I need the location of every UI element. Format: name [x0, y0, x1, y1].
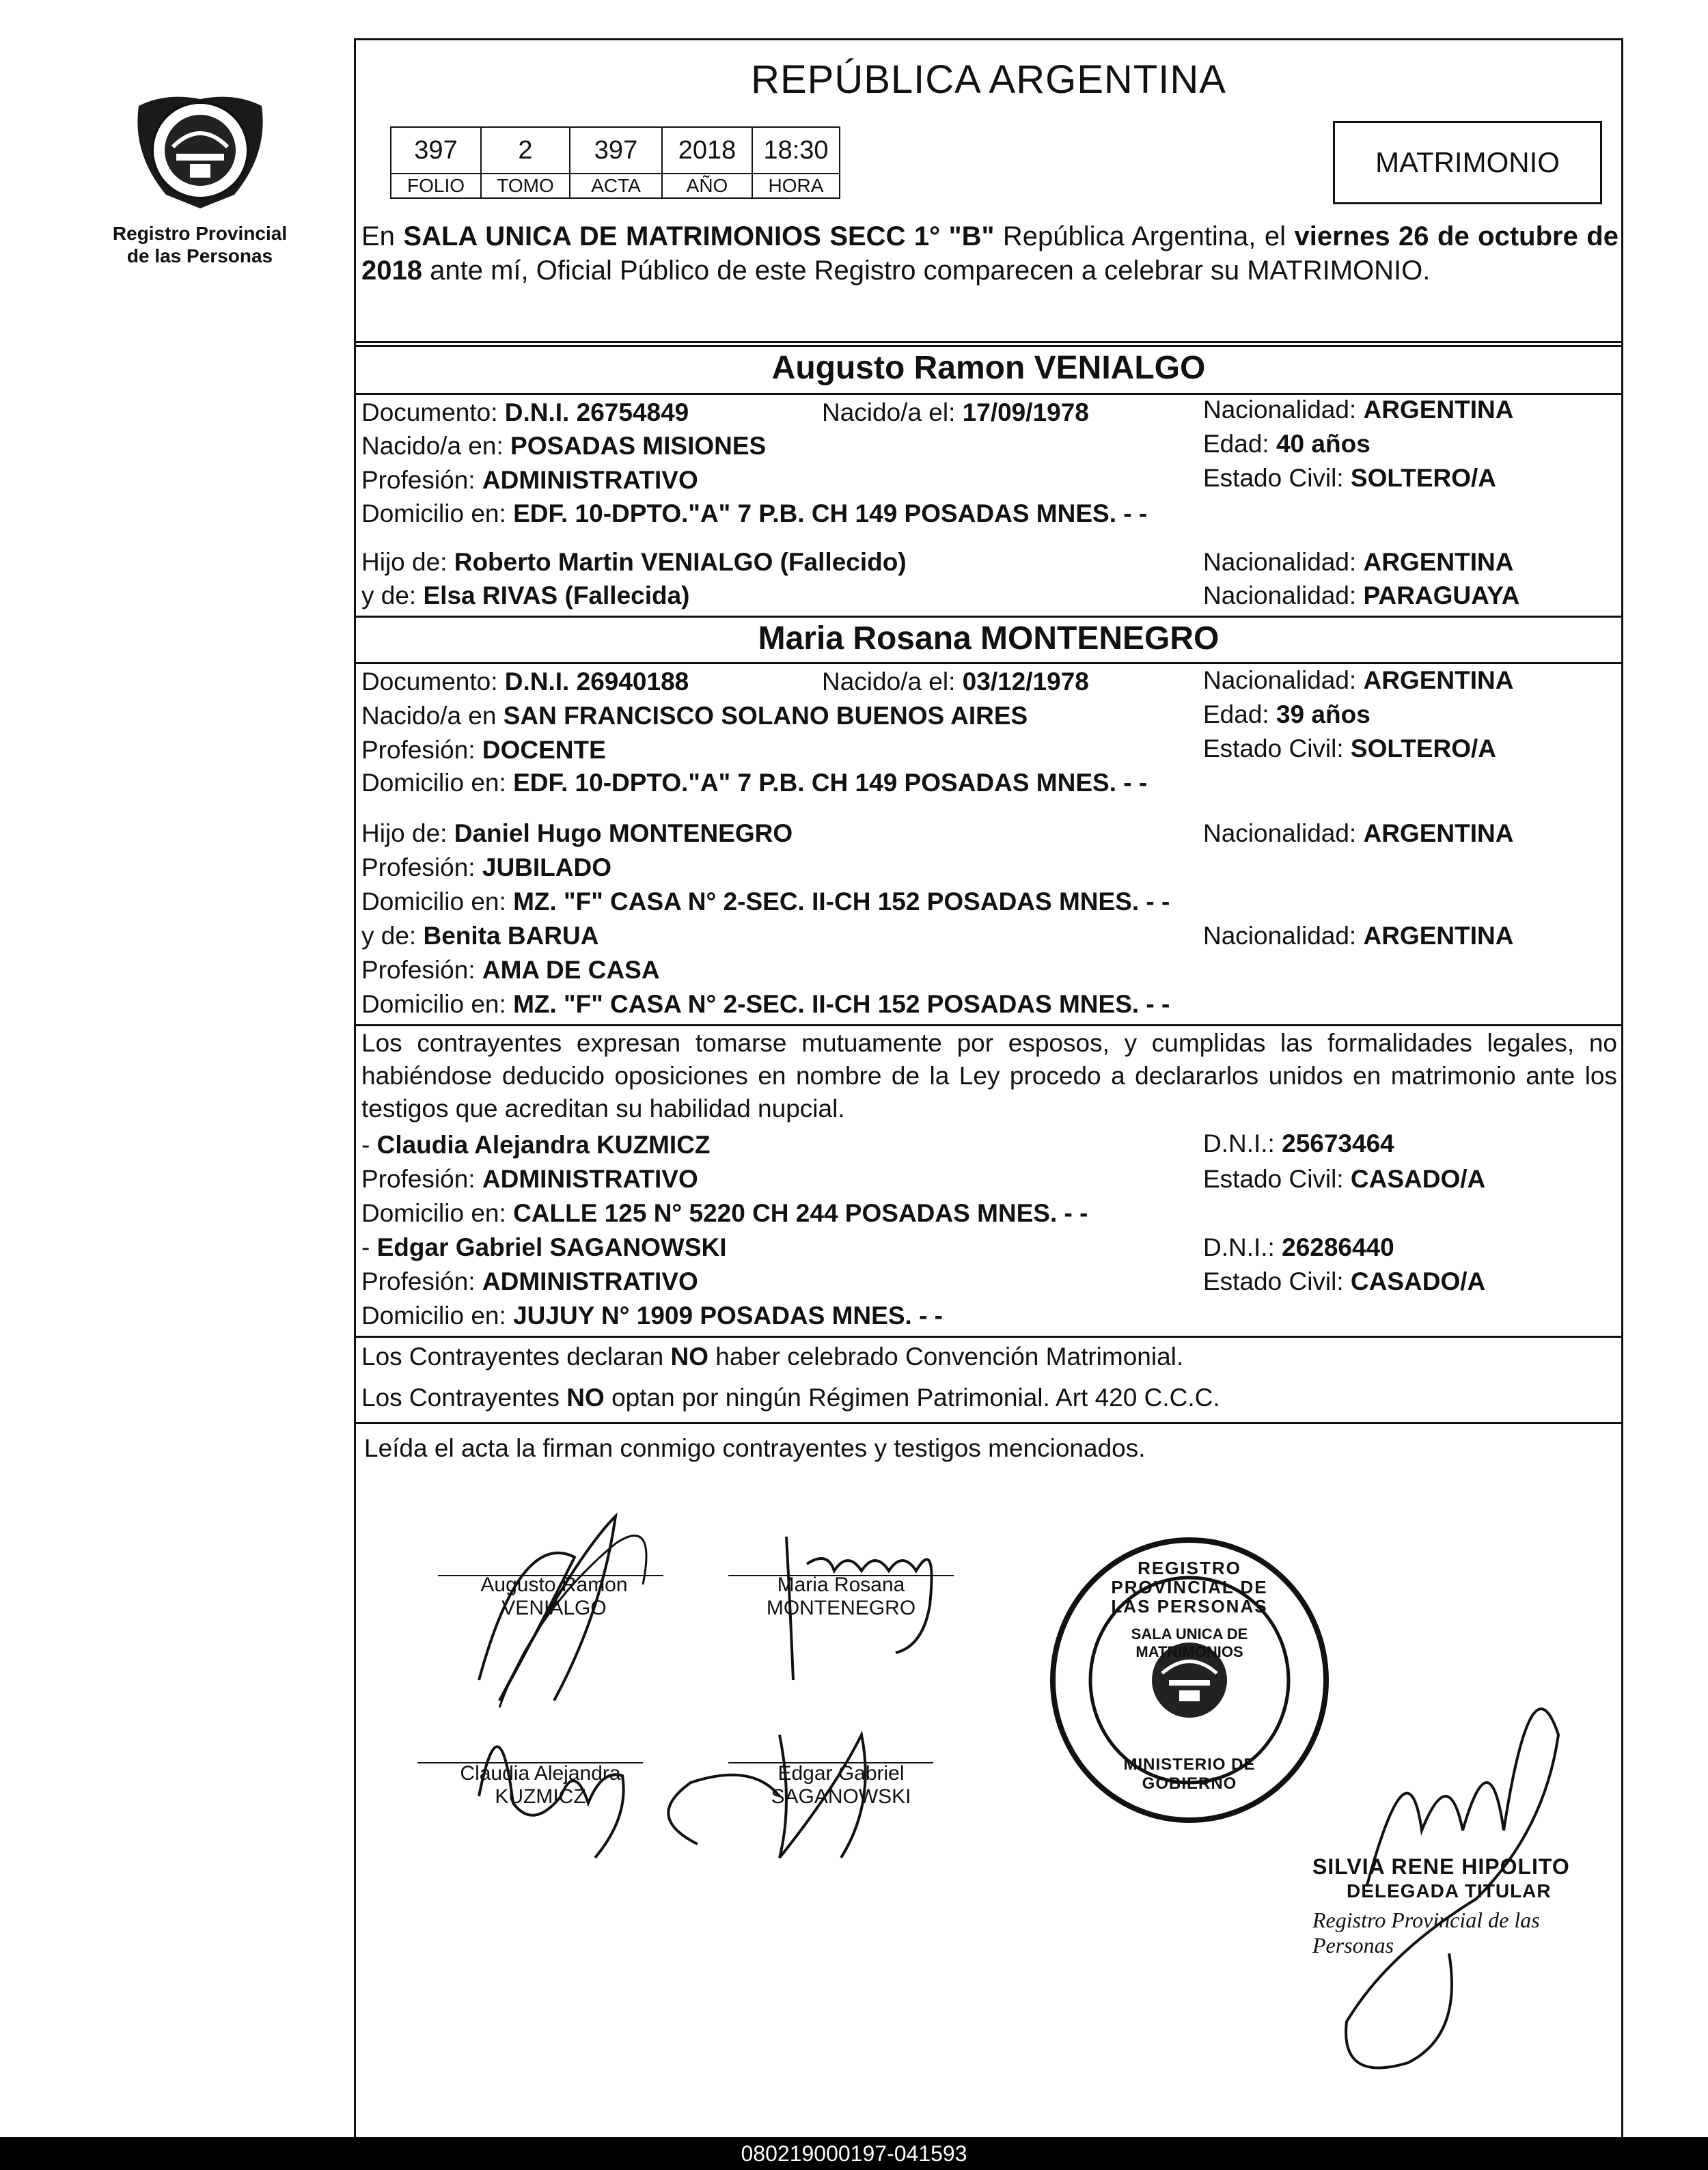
spouse2-mother-profession: [361, 956, 660, 985]
divider: [356, 1024, 1621, 1026]
folio-label: FOLIO: [391, 174, 481, 198]
value: Edgar Gabriel SAGANOWSKI: [376, 1233, 727, 1261]
spouse2-document: [361, 668, 689, 696]
province-seal-icon: [125, 79, 275, 215]
value: ARGENTINA: [1363, 819, 1514, 847]
value: ARGENTINA: [1363, 666, 1514, 694]
label: Domicilio en:: [361, 888, 514, 916]
value: 39 años: [1276, 700, 1370, 728]
label: Domicilio en:: [361, 499, 514, 527]
seal-ring-text: REGISTRO PROVINCIAL DE LAS PERSONAS: [1111, 1558, 1268, 1617]
spouse2-nationality: [1203, 666, 1513, 695]
tomo-label: TOMO: [481, 174, 570, 198]
spouse2-mother: [361, 922, 598, 950]
label: Hijo de:: [361, 819, 454, 847]
intro-place: SALA UNICA DE MATRIMONIOS SECC 1° "B": [403, 221, 995, 251]
label: Estado Civil:: [1203, 1165, 1351, 1193]
spouse1-document: [361, 398, 689, 427]
value: JUJUY N° 1909 POSADAS MNES. - -: [513, 1302, 943, 1330]
divider: [356, 1422, 1621, 1424]
spouse1-civil-status: [1203, 464, 1496, 493]
convention-line2: [361, 1384, 1220, 1412]
registry-logo: [102, 79, 297, 267]
anio-label: AÑO: [662, 174, 752, 198]
intro-date: viernes 26 de octubre de 2018: [361, 221, 1619, 286]
official-name: SILVIA RENE HIPOLITO: [1312, 1854, 1570, 1879]
registry-table: [390, 126, 840, 199]
text: haber celebrado Convención Matrimonial.: [708, 1343, 1184, 1371]
value: 40 años: [1276, 430, 1370, 458]
value: MZ. "F" CASA N° 2-SEC. II-CH 152 POSADAS MNES. - -: [513, 990, 1170, 1018]
label: Edad:: [1203, 700, 1276, 728]
declaration-paragraph: Los contrayentes expresan tomarse mutuamente por esposos, y cumplidas las formalidades legales, no habiéndose deducido oposiciones en nombre de la Ley procedo a declararlos unidos en matrimonio ante los testigos que acreditan su habilidad nupcial.: [361, 1029, 1617, 1123]
value: 17/09/1978: [962, 398, 1089, 426]
value: SOLTERO/A: [1350, 464, 1497, 492]
value: DOCENTE: [482, 736, 606, 764]
document-code: 080219000197-041593: [0, 2137, 1708, 2170]
hora-label: HORA: [752, 174, 840, 198]
signature-spouse2: [711, 1574, 971, 1620]
intro-text-1: En: [361, 221, 404, 251]
witness1-profession: [361, 1165, 698, 1194]
intro-text-2: República Argentina, el: [994, 221, 1295, 251]
spouse2-father: [361, 819, 793, 848]
value: Claudia Alejandra KUZMICZ: [376, 1131, 711, 1159]
value: CALLE 125 N° 5220 CH 244 POSADAS MNES. - -: [513, 1199, 1088, 1227]
label: Profesión:: [361, 1267, 482, 1295]
label: y de:: [361, 581, 424, 609]
hora-value: 18:30: [752, 127, 840, 174]
label: Estado Civil:: [1203, 1267, 1351, 1295]
signature-witness2: [711, 1762, 971, 1809]
value: D.N.I. 26940188: [504, 668, 689, 696]
logo-caption: [102, 222, 297, 267]
label: Profesión:: [361, 466, 482, 494]
official-role: DELEGADA TITULAR: [1347, 1880, 1552, 1901]
text-bold: NO: [670, 1343, 708, 1371]
witness1-address: [361, 1199, 1088, 1228]
label: y de:: [361, 922, 424, 950]
label: Hijo de:: [361, 548, 454, 576]
divider: [356, 341, 1621, 343]
folio-value: 397: [391, 127, 481, 174]
value: ADMINISTRATIVO: [482, 466, 698, 494]
witness1-dni: [1203, 1129, 1394, 1158]
signature-spouse1-line1: Augusto Ramon: [480, 1574, 628, 1596]
spouse2-father-profession: [361, 853, 611, 882]
spouse1-mother: [361, 581, 690, 610]
spouse2-civil-status: [1203, 734, 1496, 763]
spouse2-age: [1203, 700, 1370, 729]
label: Nacionalidad:: [1203, 396, 1364, 424]
label: Nacido/a en: [361, 702, 504, 730]
label: Documento:: [361, 668, 505, 696]
divider: [356, 1336, 1621, 1338]
convention-line1: [361, 1343, 1183, 1371]
value: POSADAS MISIONES: [510, 432, 767, 460]
spouse1-birthplace: [361, 432, 766, 461]
value: JUBILADO: [482, 853, 611, 881]
spouse1-father-nationality: [1203, 548, 1513, 577]
label: Profesión:: [361, 956, 482, 984]
witness2-name: [361, 1233, 727, 1262]
spouse2-mother-nationality: [1203, 922, 1513, 950]
value: MZ. "F" CASA N° 2-SEC. II-CH 152 POSADAS MNES. - -: [513, 888, 1170, 916]
label: Profesión:: [361, 1165, 482, 1193]
official-office: Registro Provincial de las Personas: [1312, 1908, 1540, 1958]
value: ADMINISTRATIVO: [482, 1267, 698, 1295]
spouse2-father-address: [361, 888, 1170, 916]
value: ARGENTINA: [1363, 922, 1514, 950]
value: 03/12/1978: [962, 668, 1089, 696]
logo-caption-line2: de las Personas: [126, 245, 273, 266]
signature-spouse2-line1: Maria Rosana: [777, 1574, 905, 1596]
spouse1-address: [361, 499, 1147, 528]
spouse1-name: Augusto Ramon VENIALGO: [771, 350, 1206, 386]
spouse1-profession: [361, 466, 698, 495]
act-type-box: MATRIMONIO: [1333, 121, 1602, 204]
label: Nacido/a el:: [822, 398, 963, 426]
logo-caption-line1: Registro Provincial: [112, 223, 288, 244]
value: 26286440: [1282, 1233, 1394, 1261]
witness2-civil-status: [1203, 1267, 1485, 1296]
value: ARGENTINA: [1363, 396, 1514, 424]
value: CASADO/A: [1350, 1267, 1486, 1295]
label: -: [361, 1131, 377, 1159]
spouse1-age: [1203, 430, 1370, 458]
closing-text: Leída el acta la firman conmigo contrayentes y testigos mencionados.: [364, 1434, 1146, 1462]
label: Nacionalidad:: [1203, 666, 1364, 694]
value: SAN FRANCISCO SOLANO BUENOS AIRES: [503, 702, 1028, 730]
label: Nacionalidad:: [1203, 922, 1364, 950]
signature-spouse1-line2: VENIALGO: [501, 1597, 607, 1619]
label: Domicilio en:: [361, 990, 514, 1018]
marriage-certificate: [354, 38, 1623, 2150]
label: Nacionalidad:: [1203, 548, 1364, 576]
spouse1-birthdate: [822, 398, 1089, 427]
label: Estado Civil:: [1203, 464, 1351, 492]
witness1-civil-status: [1203, 1165, 1485, 1194]
divider: [356, 662, 1621, 664]
label: Documento:: [361, 398, 505, 426]
tomo-value: 2: [481, 127, 570, 174]
value: D.N.I. 26754849: [504, 398, 689, 426]
divider: [356, 345, 1621, 347]
divider: [356, 393, 1621, 395]
value: Roberto Martin VENIALGO (Fallecido): [454, 548, 907, 576]
value: 25673464: [1282, 1129, 1394, 1157]
intro-paragraph: [361, 219, 1619, 288]
signature-spouse1: [424, 1574, 684, 1620]
value: EDF. 10-DPTO."A" 7 P.B. CH 149 POSADAS MNES. - -: [513, 769, 1148, 797]
spouse2-birthplace: [361, 702, 1028, 730]
value: AMA DE CASA: [482, 956, 660, 984]
signature-witness2-line1: Edgar Gabriel: [777, 1762, 905, 1785]
witness1-name: [361, 1131, 711, 1159]
label: D.N.I.:: [1203, 1129, 1282, 1157]
label: Profesión:: [361, 736, 482, 764]
value: EDF. 10-DPTO."A" 7 P.B. CH 149 POSADAS MNES. - -: [513, 499, 1148, 527]
spouse2-name: Maria Rosana MONTENEGRO: [758, 620, 1220, 657]
value: PARAGUAYA: [1363, 581, 1520, 609]
label: D.N.I.:: [1203, 1233, 1282, 1261]
value: CASADO/A: [1350, 1165, 1486, 1193]
label: Domicilio en:: [361, 1302, 514, 1330]
seal-bottom-text: MINISTERIO DE GOBIERNO: [1123, 1755, 1256, 1793]
spouse2-father-nationality: [1203, 819, 1513, 848]
spouse2-profession: [361, 736, 606, 765]
signature-witness1-line1: Claudia Alejandra: [460, 1762, 621, 1785]
value: Daniel Hugo MONTENEGRO: [454, 819, 793, 847]
label: Nacionalidad:: [1203, 819, 1364, 847]
text: Los Contrayentes: [361, 1384, 567, 1412]
acta-value: 397: [570, 127, 662, 174]
anio-value: 2018: [662, 127, 752, 174]
label: Domicilio en:: [361, 769, 514, 797]
seal-inner-text: SALA UNICA DE MATRIMONIOS: [1131, 1625, 1248, 1660]
spouse2-mother-address: [361, 990, 1170, 1019]
spouse2-birthdate: [822, 668, 1089, 696]
label: Edad:: [1203, 430, 1276, 458]
page-title: REPÚBLICA ARGENTINA: [751, 57, 1226, 102]
witness2-profession: [361, 1267, 698, 1296]
signature-witness2-line2: SAGANOWSKI: [771, 1785, 911, 1808]
spouse1-mother-nationality: [1203, 581, 1519, 610]
signature-witness1: [411, 1762, 670, 1809]
value: SOLTERO/A: [1350, 734, 1497, 763]
signature-witness1-line2: KUZMICZ: [495, 1785, 586, 1808]
label: Nacionalidad:: [1203, 581, 1364, 609]
label: Profesión:: [361, 853, 482, 881]
label: -: [361, 1233, 377, 1261]
spouse2-address: [361, 769, 1147, 797]
text: Los Contrayentes declaran: [361, 1343, 671, 1371]
value: Benita BARUA: [423, 922, 599, 950]
spouse1-father: [361, 548, 907, 577]
label: Nacido/a en:: [361, 432, 511, 460]
label: Domicilio en:: [361, 1199, 514, 1227]
value: Elsa RIVAS (Fallecida): [423, 581, 690, 609]
label: Estado Civil:: [1203, 734, 1351, 763]
acta-label: ACTA: [570, 174, 662, 198]
spouse1-nationality: [1203, 396, 1513, 424]
witness2-dni: [1203, 1233, 1394, 1262]
text-bold: NO: [566, 1384, 605, 1412]
signature-spouse2-line2: MONTENEGRO: [766, 1597, 916, 1619]
value: ARGENTINA: [1363, 548, 1514, 576]
label: Nacido/a el:: [822, 668, 963, 696]
witness2-address: [361, 1302, 943, 1330]
value: ADMINISTRATIVO: [482, 1165, 698, 1193]
text: optan por ningún Régimen Patrimonial. Art 420 C.C.C.: [604, 1384, 1220, 1412]
intro-text-3: ante mí, Oficial Público de este Registro comparecen a celebrar su MATRIMONIO.: [422, 256, 1431, 286]
divider: [356, 616, 1621, 618]
